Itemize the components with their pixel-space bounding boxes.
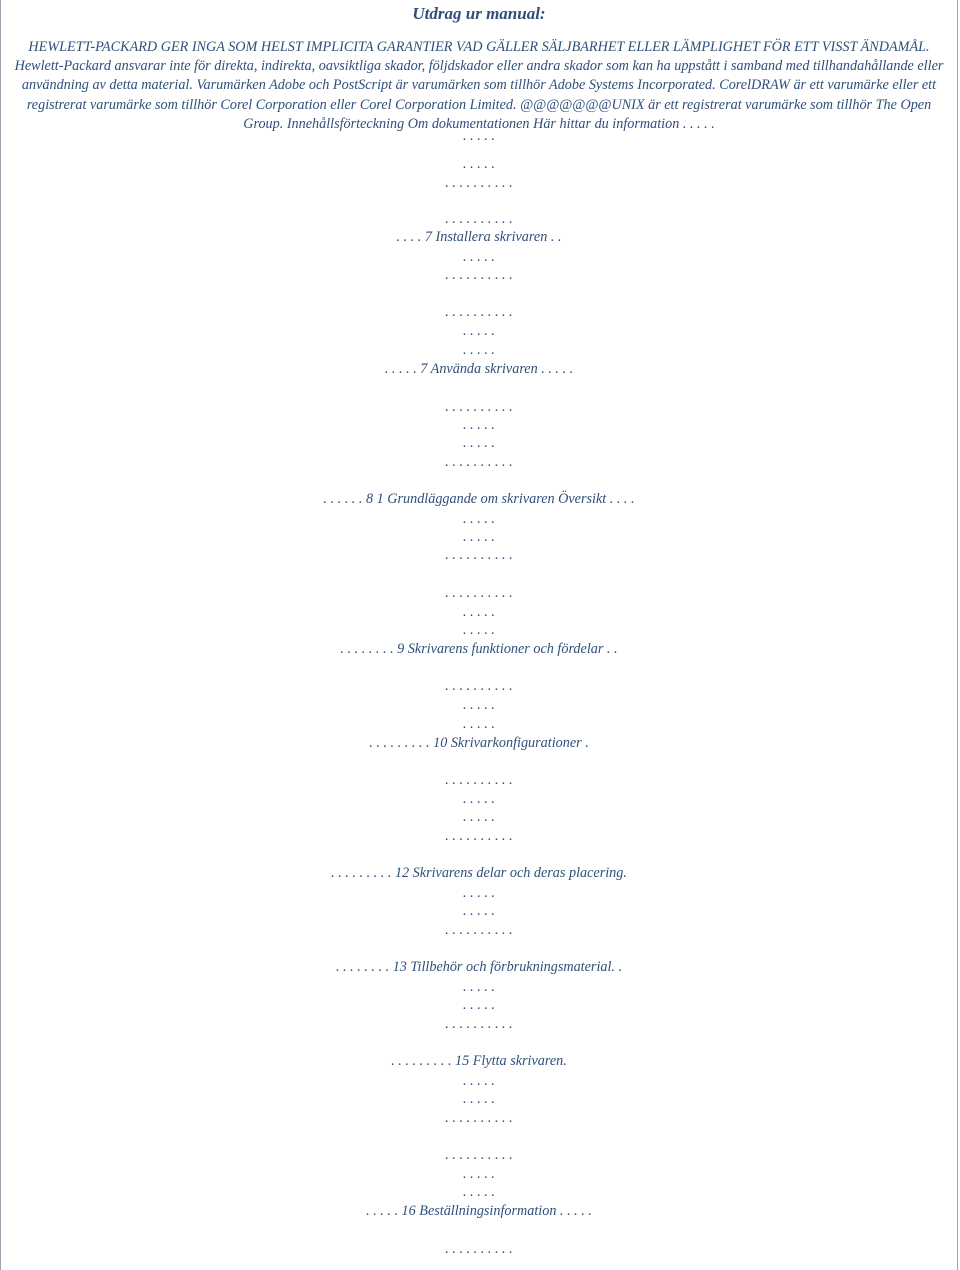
- toc-line: . . . . .: [463, 128, 495, 144]
- toc-line: . . . . . . . . . .: [445, 304, 513, 320]
- toc-line: . . . . .: [463, 1166, 495, 1182]
- toc-entry-delar: . . . . . . . . . 12 Skrivarens delar och deras placering.: [331, 865, 627, 881]
- toc-line: . . . . .: [463, 997, 495, 1013]
- toc-line: . . . . . . . . . .: [445, 1241, 513, 1257]
- toc-line: . . . . . . . . . .: [445, 399, 513, 415]
- page-title: Utdrag ur manual:: [412, 4, 546, 23]
- toc-line: . . . . .: [463, 622, 495, 638]
- toc-line: . . . . .: [463, 417, 495, 433]
- toc-line: . . . . .: [463, 342, 495, 358]
- toc-line: . . . . . . . . . .: [445, 772, 513, 788]
- toc-entry-anvanda: . . . . . 7 Använda skrivaren . . . . .: [384, 361, 574, 377]
- toc-line: . . . . .: [463, 156, 495, 172]
- toc-line: . . . . .: [463, 1184, 495, 1200]
- toc-line: . . . . . . . . . .: [445, 267, 513, 283]
- toc-line: . . . . . . . . . .: [445, 211, 513, 227]
- toc-line: . . . . .: [463, 791, 495, 807]
- toc-entry-tillbehor: . . . . . . . . 13 Tillbehör och förbrukningsmaterial. .: [335, 959, 623, 975]
- toc-line: . . . . .: [463, 323, 495, 339]
- toc-entry-konfigurationer: . . . . . . . . . 10 Skrivarkonfigurationer .: [369, 735, 589, 751]
- toc-line: . . . . . . . . . .: [445, 1147, 513, 1163]
- toc-line: . . . . . . . . . .: [445, 828, 513, 844]
- toc-line: . . . . .: [463, 903, 495, 919]
- toc-line: . . . . . . . . . .: [445, 922, 513, 938]
- toc-line: . . . . . . . . . .: [445, 454, 513, 470]
- toc-line: . . . . .: [463, 604, 495, 620]
- toc-line: . . . . . . . . . .: [445, 175, 513, 191]
- toc-entry-installera: . . . . 7 Installera skrivaren . .: [396, 229, 562, 245]
- toc-line: . . . . .: [463, 529, 495, 545]
- toc-line: . . . . . . . . . .: [445, 1110, 513, 1126]
- toc-line: . . . . . . . . . .: [445, 1016, 513, 1032]
- toc-line: . . . . .: [463, 716, 495, 732]
- toc-entry-funktioner: . . . . . . . . 9 Skrivarens funktioner och fördelar . .: [340, 641, 618, 657]
- toc-line: . . . . .: [463, 435, 495, 451]
- toc-line: . . . . .: [463, 249, 495, 265]
- toc-entry-grundlaggande: . . . . . . 8 1 Grundläggande om skrivaren Översikt . . . .: [323, 491, 635, 507]
- toc-line: . . . . . . . . . .: [445, 678, 513, 694]
- toc-line: . . . . .: [463, 697, 495, 713]
- toc-entry-bestallning: . . . . . 16 Beställningsinformation . . . . .: [366, 1203, 592, 1219]
- toc-line: . . . . . . . . . .: [445, 547, 513, 563]
- toc-line: . . . . .: [463, 885, 495, 901]
- toc-line: . . . . .: [463, 979, 495, 995]
- toc-line: . . . . .: [463, 809, 495, 825]
- toc-entry-flytta: . . . . . . . . . 15 Flytta skrivaren.: [391, 1053, 567, 1069]
- toc-line: . . . . .: [463, 1073, 495, 1089]
- toc-line: . . . . .: [463, 511, 495, 527]
- toc-line: . . . . .: [463, 1091, 495, 1107]
- toc-line: . . . . . . . . . .: [445, 585, 513, 601]
- intro-paragraph: HEWLETT-PACKARD GER INGA SOM HELST IMPLICITA GARANTIER VAD GÄLLER SÄLJBARHET ELLER LÄMPLIGHET FÖR ETT VISST ÄNDAMÅL. Hewlett-Packard ansvarar inte för direkta, indirekta, oavsiktliga skador, följdskador eller andra skador som kan ha uppstått i samband med tillhandahållande eller användning av detta material. Varumärken Adobe och PostScript är varumärken som tillhör Adobe Systems Incorporated. CorelDRAW är ett varumärke eller ett registrerat varumärke som tillhör Corel Corporation eller Corel Corporation Limited. @@@@@@@UNIX är ett registrerat varumärke som tillhör The Open Group. Innehållsförteckning Om dokumentationen Här hittar du information . . . . .: [14, 39, 944, 132]
